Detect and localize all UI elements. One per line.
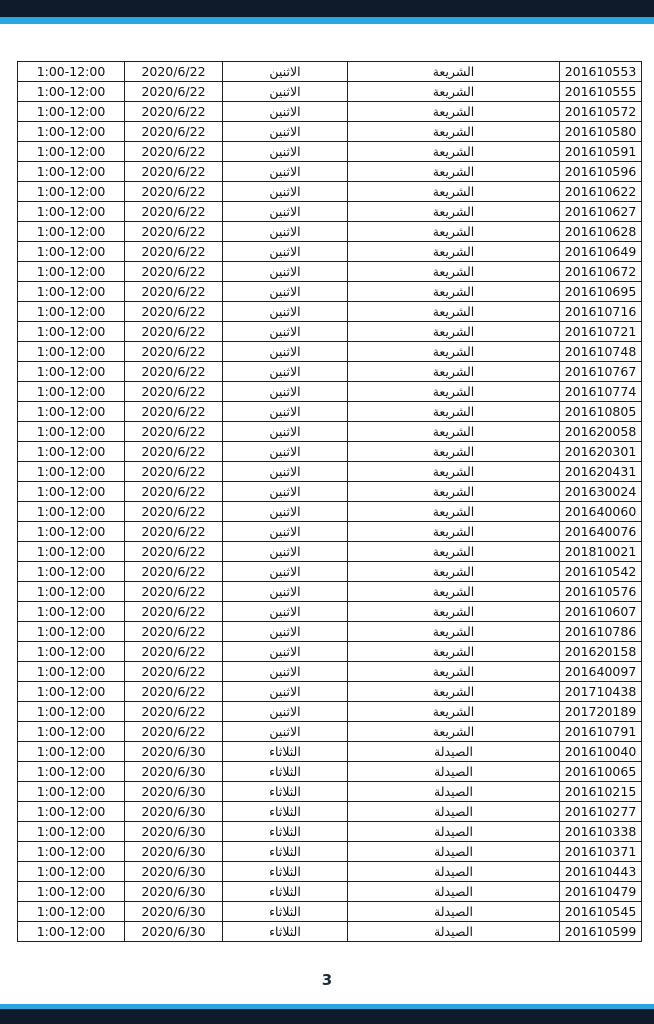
student-id-cell: 201610627 [560, 202, 642, 222]
day-cell: الثلاثاء [223, 802, 348, 822]
college-cell: الصيدلة [348, 882, 560, 902]
day-cell: الاثنين [223, 362, 348, 382]
day-cell: الاثنين [223, 402, 348, 422]
student-id-cell: 201640076 [560, 522, 642, 542]
date-cell: 2020/6/22 [125, 642, 223, 662]
college-cell: الشريعة [348, 322, 560, 342]
table-row [18, 842, 642, 862]
day-cell: الاثنين [223, 62, 348, 82]
college-cell: الشريعة [348, 642, 560, 662]
day-cell: الاثنين [223, 622, 348, 642]
time-cell: 1:00-12:00 [18, 402, 125, 422]
college-cell: الشريعة [348, 182, 560, 202]
date-cell: 2020/6/22 [125, 522, 223, 542]
day-cell: الاثنين [223, 582, 348, 602]
college-cell: الشريعة [348, 62, 560, 82]
college-cell: الصيدلة [348, 862, 560, 882]
date-cell: 2020/6/22 [125, 462, 223, 482]
student-id-cell: 201610774 [560, 382, 642, 402]
day-cell: الاثنين [223, 422, 348, 442]
date-cell: 2020/6/22 [125, 602, 223, 622]
date-cell: 2020/6/22 [125, 122, 223, 142]
table-row [18, 502, 642, 522]
time-cell: 1:00-12:00 [18, 622, 125, 642]
time-cell: 1:00-12:00 [18, 882, 125, 902]
student-id-cell: 201610555 [560, 82, 642, 102]
table-row [18, 742, 642, 762]
table-row [18, 222, 642, 242]
date-cell: 2020/6/30 [125, 902, 223, 922]
date-cell: 2020/6/30 [125, 922, 223, 942]
college-cell: الصيدلة [348, 842, 560, 862]
date-cell: 2020/6/22 [125, 442, 223, 462]
student-id-cell: 201610716 [560, 302, 642, 322]
time-cell: 1:00-12:00 [18, 862, 125, 882]
college-cell: الشريعة [348, 342, 560, 362]
day-cell: الثلاثاء [223, 782, 348, 802]
time-cell: 1:00-12:00 [18, 922, 125, 942]
day-cell: الاثنين [223, 382, 348, 402]
student-id-cell: 201810021 [560, 542, 642, 562]
table-row [18, 262, 642, 282]
time-cell: 1:00-12:00 [18, 282, 125, 302]
time-cell: 1:00-12:00 [18, 542, 125, 562]
day-cell: الاثنين [223, 342, 348, 362]
college-cell: الشريعة [348, 482, 560, 502]
student-id-cell: 201620158 [560, 642, 642, 662]
time-cell: 1:00-12:00 [18, 902, 125, 922]
college-cell: الشريعة [348, 582, 560, 602]
college-cell: الشريعة [348, 82, 560, 102]
student-id-cell: 201640060 [560, 502, 642, 522]
time-cell: 1:00-12:00 [18, 122, 125, 142]
time-cell: 1:00-12:00 [18, 822, 125, 842]
date-cell: 2020/6/22 [125, 302, 223, 322]
student-id-cell: 201610622 [560, 182, 642, 202]
header-bar [0, 0, 654, 24]
table-row [18, 382, 642, 402]
table-row [18, 202, 642, 222]
time-cell: 1:00-12:00 [18, 562, 125, 582]
time-cell: 1:00-12:00 [18, 762, 125, 782]
table-row [18, 902, 642, 922]
day-cell: الاثنين [223, 302, 348, 322]
student-id-cell: 201610591 [560, 142, 642, 162]
student-id-cell: 201610576 [560, 582, 642, 602]
college-cell: الشريعة [348, 262, 560, 282]
table-row [18, 242, 642, 262]
time-cell: 1:00-12:00 [18, 842, 125, 862]
table-row [18, 922, 642, 942]
table-row [18, 462, 642, 482]
date-cell: 2020/6/30 [125, 842, 223, 862]
date-cell: 2020/6/22 [125, 682, 223, 702]
college-cell: الشريعة [348, 722, 560, 742]
day-cell: الاثنين [223, 202, 348, 222]
date-cell: 2020/6/30 [125, 882, 223, 902]
table-row [18, 322, 642, 342]
day-cell: الاثنين [223, 442, 348, 462]
header-bar-dark-stripe [0, 0, 654, 17]
table-row [18, 722, 642, 742]
time-cell: 1:00-12:00 [18, 522, 125, 542]
table-row [18, 162, 642, 182]
day-cell: الثلاثاء [223, 862, 348, 882]
student-id-cell: 201620058 [560, 422, 642, 442]
time-cell: 1:00-12:00 [18, 502, 125, 522]
table-row [18, 342, 642, 362]
table-row [18, 542, 642, 562]
student-id-cell: 201610805 [560, 402, 642, 422]
date-cell: 2020/6/22 [125, 62, 223, 82]
table-row [18, 762, 642, 782]
date-cell: 2020/6/22 [125, 182, 223, 202]
date-cell: 2020/6/22 [125, 242, 223, 262]
student-id-cell: 201610371 [560, 842, 642, 862]
college-cell: الشريعة [348, 122, 560, 142]
time-cell: 1:00-12:00 [18, 182, 125, 202]
date-cell: 2020/6/22 [125, 622, 223, 642]
college-cell: الشريعة [348, 422, 560, 442]
table-row [18, 662, 642, 682]
table-row [18, 102, 642, 122]
time-cell: 1:00-12:00 [18, 722, 125, 742]
table-row [18, 682, 642, 702]
student-id-cell: 201610767 [560, 362, 642, 382]
time-cell: 1:00-12:00 [18, 442, 125, 462]
college-cell: الصيدلة [348, 822, 560, 842]
table-row [18, 82, 642, 102]
header-bar-accent-stripe [0, 17, 654, 24]
table-row [18, 122, 642, 142]
date-cell: 2020/6/30 [125, 802, 223, 822]
time-cell: 1:00-12:00 [18, 162, 125, 182]
date-cell: 2020/6/22 [125, 582, 223, 602]
time-cell: 1:00-12:00 [18, 382, 125, 402]
college-cell: الشريعة [348, 662, 560, 682]
date-cell: 2020/6/22 [125, 322, 223, 342]
day-cell: الاثنين [223, 522, 348, 542]
college-cell: الصيدلة [348, 782, 560, 802]
college-cell: الشريعة [348, 382, 560, 402]
student-id-cell: 201610791 [560, 722, 642, 742]
time-cell: 1:00-12:00 [18, 582, 125, 602]
day-cell: الاثنين [223, 162, 348, 182]
student-id-cell: 201610748 [560, 342, 642, 362]
exam-schedule-table [17, 61, 642, 942]
student-id-cell: 201610040 [560, 742, 642, 762]
day-cell: الثلاثاء [223, 882, 348, 902]
day-cell: الاثنين [223, 502, 348, 522]
college-cell: الصيدلة [348, 902, 560, 922]
student-id-cell: 201610277 [560, 802, 642, 822]
day-cell: الاثنين [223, 222, 348, 242]
time-cell: 1:00-12:00 [18, 82, 125, 102]
day-cell: الاثنين [223, 642, 348, 662]
day-cell: الاثنين [223, 542, 348, 562]
date-cell: 2020/6/22 [125, 542, 223, 562]
day-cell: الاثنين [223, 242, 348, 262]
time-cell: 1:00-12:00 [18, 662, 125, 682]
college-cell: الصيدلة [348, 922, 560, 942]
footer-bar [0, 1004, 654, 1024]
student-id-cell: 201610599 [560, 922, 642, 942]
date-cell: 2020/6/30 [125, 762, 223, 782]
time-cell: 1:00-12:00 [18, 702, 125, 722]
date-cell: 2020/6/22 [125, 422, 223, 442]
date-cell: 2020/6/22 [125, 202, 223, 222]
student-id-cell: 201610672 [560, 262, 642, 282]
college-cell: الشريعة [348, 442, 560, 462]
date-cell: 2020/6/30 [125, 862, 223, 882]
student-id-cell: 201610443 [560, 862, 642, 882]
date-cell: 2020/6/22 [125, 722, 223, 742]
date-cell: 2020/6/30 [125, 782, 223, 802]
day-cell: الاثنين [223, 562, 348, 582]
college-cell: الشريعة [348, 542, 560, 562]
time-cell: 1:00-12:00 [18, 462, 125, 482]
date-cell: 2020/6/22 [125, 502, 223, 522]
time-cell: 1:00-12:00 [18, 62, 125, 82]
day-cell: الاثنين [223, 82, 348, 102]
exam-schedule-body [18, 62, 642, 942]
table-row [18, 642, 642, 662]
time-cell: 1:00-12:00 [18, 682, 125, 702]
college-cell: الشريعة [348, 462, 560, 482]
time-cell: 1:00-12:00 [18, 302, 125, 322]
student-id-cell: 201610338 [560, 822, 642, 842]
student-id-cell: 201610542 [560, 562, 642, 582]
college-cell: الشريعة [348, 142, 560, 162]
college-cell: الشريعة [348, 702, 560, 722]
table-row [18, 442, 642, 462]
day-cell: الاثنين [223, 282, 348, 302]
student-id-cell: 201640097 [560, 662, 642, 682]
table-row [18, 602, 642, 622]
date-cell: 2020/6/22 [125, 282, 223, 302]
table-row [18, 282, 642, 302]
date-cell: 2020/6/22 [125, 662, 223, 682]
student-id-cell: 201610553 [560, 62, 642, 82]
date-cell: 2020/6/22 [125, 482, 223, 502]
student-id-cell: 201630024 [560, 482, 642, 502]
time-cell: 1:00-12:00 [18, 782, 125, 802]
table-row [18, 402, 642, 422]
student-id-cell: 201610607 [560, 602, 642, 622]
college-cell: الشريعة [348, 502, 560, 522]
day-cell: الثلاثاء [223, 922, 348, 942]
time-cell: 1:00-12:00 [18, 322, 125, 342]
time-cell: 1:00-12:00 [18, 422, 125, 442]
table-row [18, 302, 642, 322]
day-cell: الاثنين [223, 122, 348, 142]
table-row [18, 522, 642, 542]
date-cell: 2020/6/22 [125, 702, 223, 722]
time-cell: 1:00-12:00 [18, 142, 125, 162]
college-cell: الشريعة [348, 562, 560, 582]
table-row [18, 862, 642, 882]
page-number: 3 [321, 971, 333, 989]
day-cell: الاثنين [223, 702, 348, 722]
date-cell: 2020/6/22 [125, 162, 223, 182]
date-cell: 2020/6/22 [125, 262, 223, 282]
time-cell: 1:00-12:00 [18, 202, 125, 222]
table-row [18, 362, 642, 382]
student-id-cell: 201610065 [560, 762, 642, 782]
time-cell: 1:00-12:00 [18, 102, 125, 122]
table-row [18, 622, 642, 642]
time-cell: 1:00-12:00 [18, 742, 125, 762]
date-cell: 2020/6/22 [125, 402, 223, 422]
table-row [18, 482, 642, 502]
time-cell: 1:00-12:00 [18, 342, 125, 362]
student-id-cell: 201720189 [560, 702, 642, 722]
table-row [18, 822, 642, 842]
college-cell: الشريعة [348, 282, 560, 302]
time-cell: 1:00-12:00 [18, 482, 125, 502]
college-cell: الشريعة [348, 602, 560, 622]
time-cell: 1:00-12:00 [18, 222, 125, 242]
student-id-cell: 201610596 [560, 162, 642, 182]
time-cell: 1:00-12:00 [18, 362, 125, 382]
date-cell: 2020/6/22 [125, 222, 223, 242]
table-row [18, 182, 642, 202]
college-cell: الشريعة [348, 222, 560, 242]
date-cell: 2020/6/30 [125, 742, 223, 762]
student-id-cell: 201610215 [560, 782, 642, 802]
student-id-cell: 201610628 [560, 222, 642, 242]
date-cell: 2020/6/30 [125, 822, 223, 842]
student-id-cell: 201610580 [560, 122, 642, 142]
student-id-cell: 201610649 [560, 242, 642, 262]
college-cell: الشريعة [348, 622, 560, 642]
footer-bar-dark-stripe [0, 1009, 654, 1024]
date-cell: 2020/6/22 [125, 82, 223, 102]
student-id-cell: 201610721 [560, 322, 642, 342]
time-cell: 1:00-12:00 [18, 602, 125, 622]
college-cell: الشريعة [348, 162, 560, 182]
table-row [18, 782, 642, 802]
day-cell: الاثنين [223, 602, 348, 622]
day-cell: الاثنين [223, 322, 348, 342]
table-row [18, 142, 642, 162]
college-cell: الشريعة [348, 102, 560, 122]
day-cell: الاثنين [223, 262, 348, 282]
student-id-cell: 201610545 [560, 902, 642, 922]
student-id-cell: 201620301 [560, 442, 642, 462]
student-id-cell: 201610695 [560, 282, 642, 302]
college-cell: الشريعة [348, 362, 560, 382]
college-cell: الشريعة [348, 402, 560, 422]
college-cell: الشريعة [348, 302, 560, 322]
table-row [18, 422, 642, 442]
day-cell: الثلاثاء [223, 822, 348, 842]
table-row [18, 702, 642, 722]
day-cell: الاثنين [223, 722, 348, 742]
college-cell: الشريعة [348, 522, 560, 542]
time-cell: 1:00-12:00 [18, 802, 125, 822]
table-row [18, 562, 642, 582]
college-cell: الصيدلة [348, 802, 560, 822]
date-cell: 2020/6/22 [125, 382, 223, 402]
day-cell: الثلاثاء [223, 842, 348, 862]
day-cell: الاثنين [223, 142, 348, 162]
table-row [18, 62, 642, 82]
day-cell: الاثنين [223, 182, 348, 202]
date-cell: 2020/6/22 [125, 362, 223, 382]
time-cell: 1:00-12:00 [18, 242, 125, 262]
day-cell: الثلاثاء [223, 762, 348, 782]
date-cell: 2020/6/22 [125, 102, 223, 122]
time-cell: 1:00-12:00 [18, 642, 125, 662]
student-id-cell: 201620431 [560, 462, 642, 482]
day-cell: الاثنين [223, 102, 348, 122]
college-cell: الصيدلة [348, 762, 560, 782]
student-id-cell: 201610786 [560, 622, 642, 642]
student-id-cell: 201610572 [560, 102, 642, 122]
table-row [18, 802, 642, 822]
date-cell: 2020/6/22 [125, 342, 223, 362]
day-cell: الثلاثاء [223, 742, 348, 762]
college-cell: الصيدلة [348, 742, 560, 762]
student-id-cell: 201610479 [560, 882, 642, 902]
time-cell: 1:00-12:00 [18, 262, 125, 282]
table-row [18, 582, 642, 602]
student-id-cell: 201710438 [560, 682, 642, 702]
table-row [18, 882, 642, 902]
day-cell: الاثنين [223, 682, 348, 702]
college-cell: الشريعة [348, 682, 560, 702]
day-cell: الاثنين [223, 462, 348, 482]
day-cell: الاثنين [223, 662, 348, 682]
day-cell: الاثنين [223, 482, 348, 502]
date-cell: 2020/6/22 [125, 562, 223, 582]
date-cell: 2020/6/22 [125, 142, 223, 162]
college-cell: الشريعة [348, 242, 560, 262]
day-cell: الثلاثاء [223, 902, 348, 922]
college-cell: الشريعة [348, 202, 560, 222]
